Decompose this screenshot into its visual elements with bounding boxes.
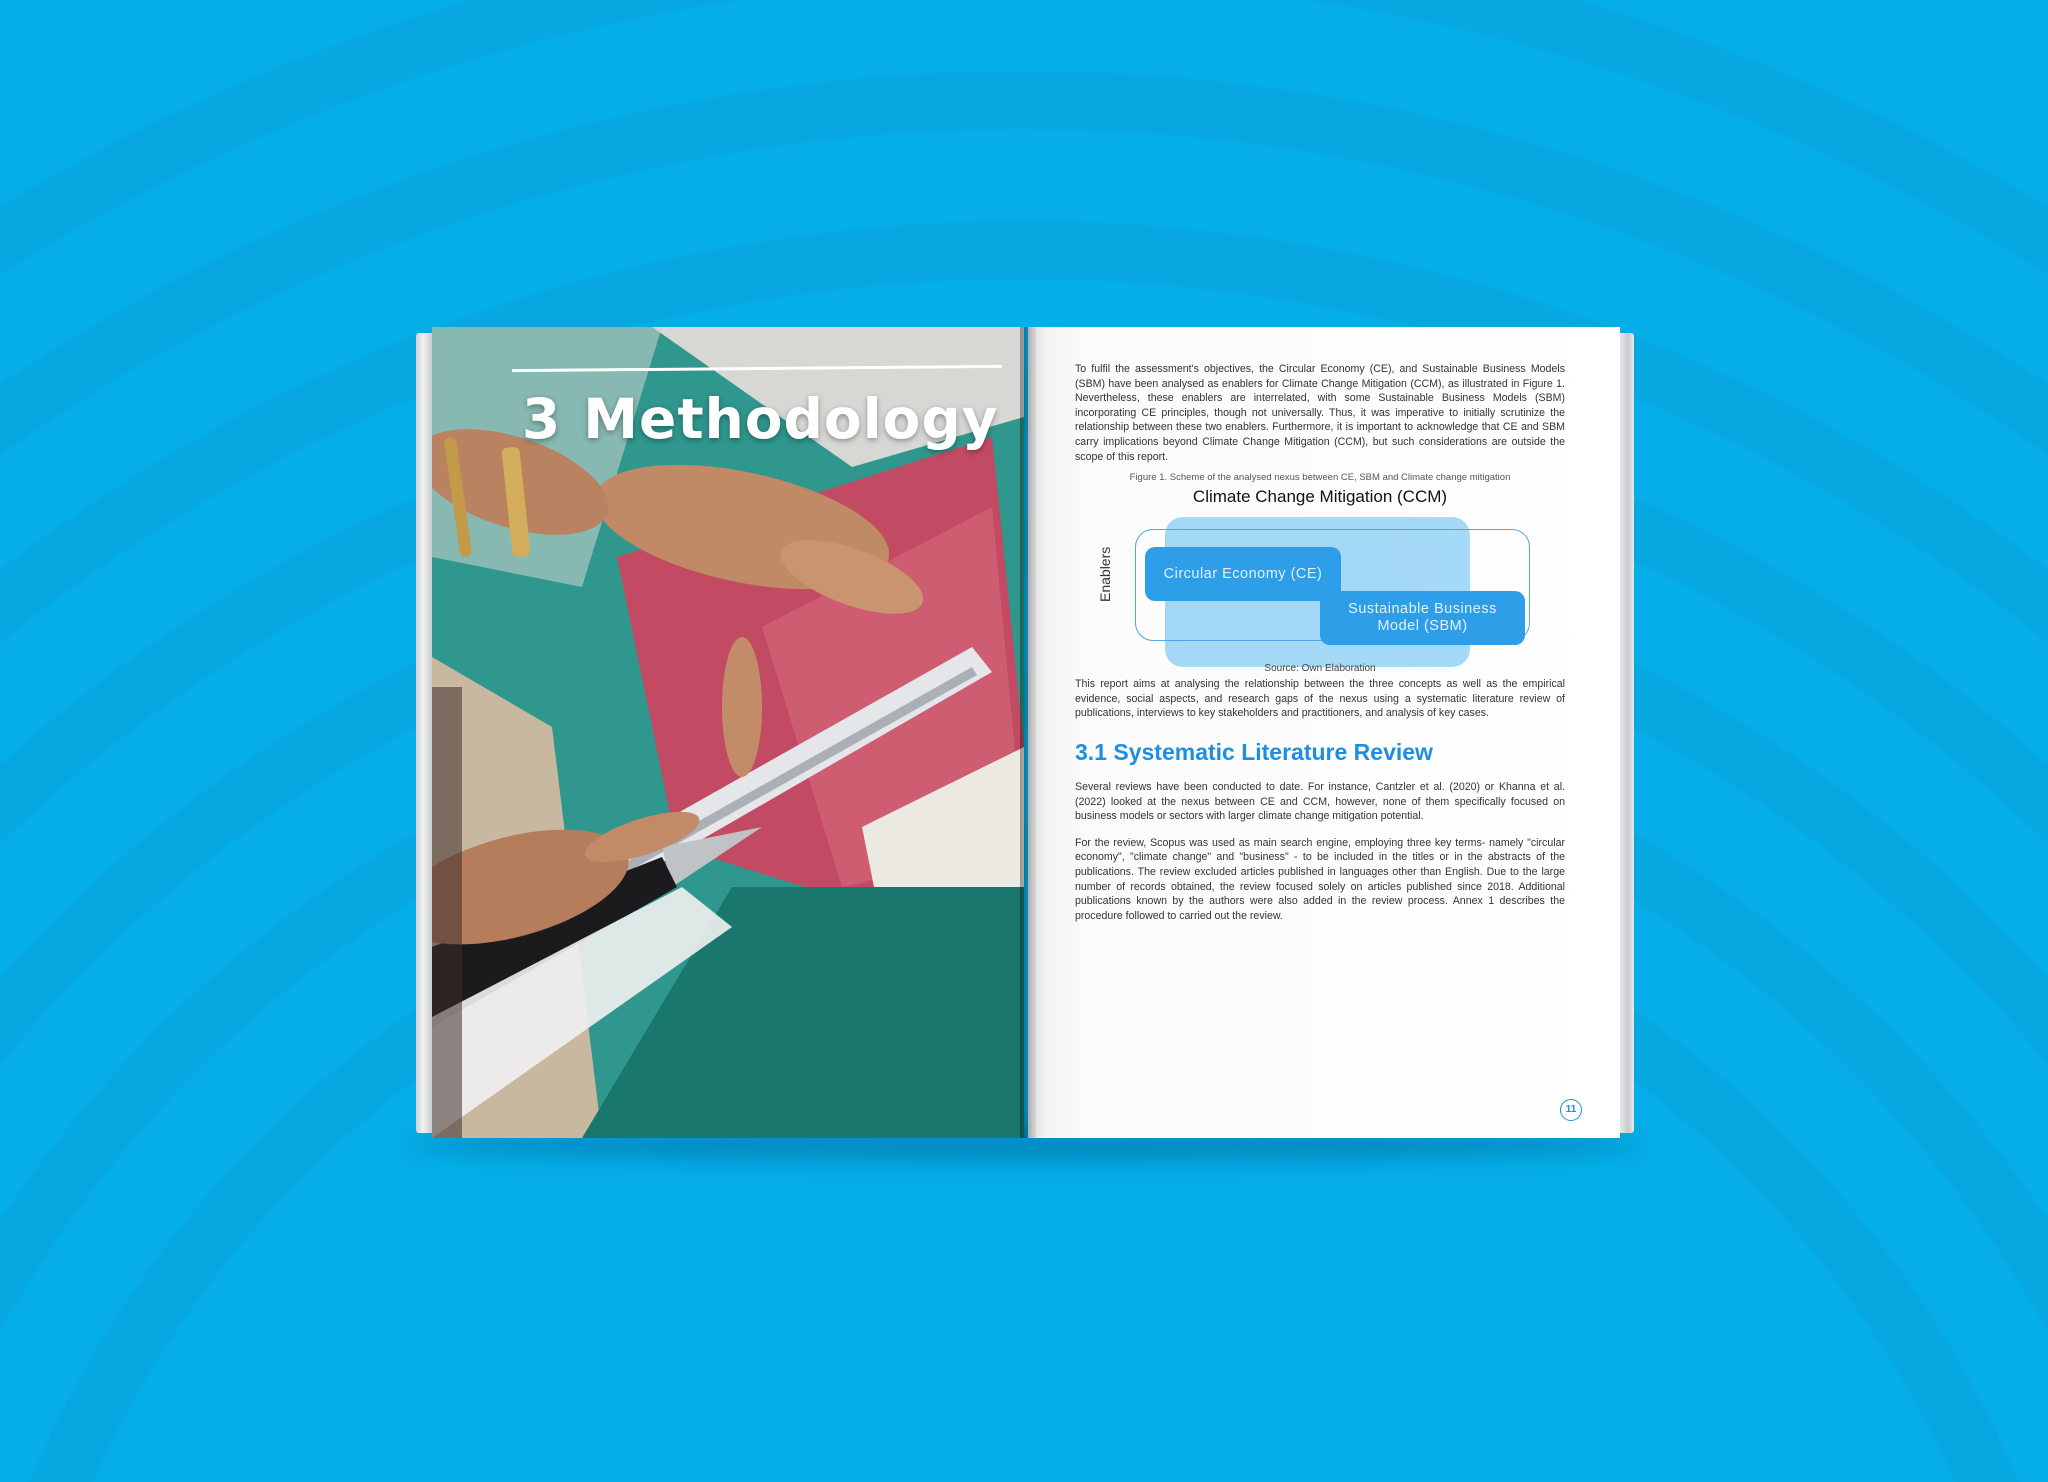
- spine-shadow: [1020, 327, 1036, 1138]
- page-content: [1075, 362, 1565, 923]
- section-heading: 3.1 Systematic Literature Review: [1075, 738, 1433, 765]
- figure-caption: Figure 1. Scheme of the analysed nexus between CE, SBM and Climate change mitigation: [1129, 472, 1511, 484]
- figure-source: Source: Own Elaboration: [1264, 663, 1376, 675]
- paragraph-2: This report aims at analysing the relationship between the three concepts as well as the empirical evidence, social aspects, and research gaps of the nexus using a systematic literature review of publications, interviews to key stakeholders and practitioners, and analysis of key cases.: [1075, 678, 1565, 720]
- nexus-diagram: [1075, 487, 1565, 677]
- right-page: [1028, 327, 1620, 1138]
- chapter-title: [522, 387, 1002, 451]
- left-page: [432, 327, 1024, 1138]
- paragraph-3: Several reviews have been conducted to date. For instance, Cantzler et al. (2020) or Khanna et al. (2022) looked at the nexus between CE and CCM, however, none of them specifically focused on business models or sectors with larger climate change mitigation potential.: [1075, 780, 1565, 823]
- open-brochure: [416, 325, 1634, 1140]
- chapter-number: 3: [522, 387, 562, 451]
- intro-paragraph: To fulfil the assessment's objectives, the Circular Economy (CE), and Sustainable Business Models (SBM) have been analysed as enablers for Climate Change Mitigation (CCM), as illustrated in Figure 1. Nevertheless, these enablers are interrelated, with some Sustainable Business Models (SBM) incorporating CE principles, though not universally. Thus, it was imperative to initially scrutinize the relationship between these two enablers. Furthermore, it is important to acknowledge that CE and SBM carry implications beyond Climate Change Mitigation (CCM), but such considerations are outside the scope of this report.: [1075, 363, 1565, 463]
- sustainable-business-model-box: Sustainable Business Model (SBM): [1320, 591, 1525, 645]
- page-edge-right: [1620, 333, 1634, 1133]
- circular-economy-box: Circular Economy (CE): [1145, 547, 1341, 601]
- paragraph-4: For the review, Scopus was used as main search engine, employing three key terms- namely "circular economy", "climate change" and "business" - to be included in the titles or in the abstracts of the publications. The review excluded articles published in languages other than English. Due to the large number of records obtained, the review focused solely on articles published since 2018. Additional publications known by the authors were also added in the review process. Annex 1 describes the procedure followed to carried out the review.: [1075, 836, 1565, 922]
- enablers-label: Enablers: [1097, 546, 1113, 603]
- chapter-title-text: Methodology: [583, 387, 999, 451]
- page-number: 11: [1560, 1099, 1582, 1121]
- diagram-title: Climate Change Mitigation (CCM): [1192, 487, 1448, 507]
